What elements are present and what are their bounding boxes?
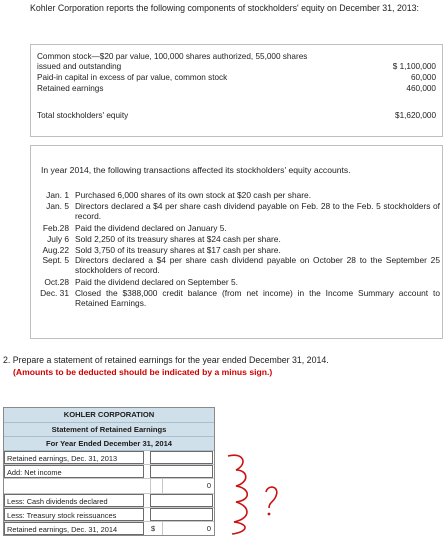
equity-value: 60,000 — [410, 73, 436, 82]
row-label-input[interactable] — [4, 494, 144, 507]
transaction-desc: Sold 3,750 of its treasury shares at $17 cash per share. — [75, 245, 281, 255]
scribble-mark — [266, 487, 277, 508]
statement-row — [4, 465, 214, 479]
transaction-desc: Paid the dividend declared on September 5. — [75, 277, 238, 287]
amount-input[interactable] — [150, 494, 213, 507]
statement-period: For Year Ended December 31, 2014 — [4, 437, 214, 451]
equity-label: Common stock—$20 par value, 100,000 shares authorized, 55,000 shares — [37, 52, 308, 61]
annotation-text: ? — [222, 448, 223, 449]
transaction-desc: Purchased 6,000 shares of its own stock at $20 cash per share. — [75, 190, 312, 200]
handwritten-annotation — [222, 448, 282, 538]
question-note: (Amounts to be deducted should be indicated by a minus sign.) — [13, 367, 273, 377]
transaction-desc: Directors declared a $4 per share cash dividend payable on Feb. 28 to the Feb. 5 stockholders of record. — [75, 201, 440, 222]
equity-label: issued and outstanding — [37, 62, 122, 71]
row-label: Retained earnings, Dec. 31, 2013 — [7, 454, 118, 463]
equity-label: Paid-in capital in excess of par value, common stock — [37, 73, 228, 82]
subtotal-value: 0 — [162, 479, 212, 493]
scribble-mark — [228, 455, 247, 534]
row-label-input[interactable] — [4, 508, 144, 521]
statement-row — [4, 451, 214, 465]
transactions-box — [30, 145, 443, 339]
equity-value: $1,620,000 — [395, 111, 436, 120]
row-label-input[interactable] — [4, 522, 144, 535]
statement-row — [4, 479, 214, 494]
amount-input[interactable] — [150, 465, 213, 478]
transaction-date: Jan. 1 — [46, 190, 69, 200]
transaction-date: Oct.28 — [44, 277, 69, 287]
transaction-date: Aug.22 — [42, 245, 69, 255]
transaction-date: Feb.28 — [42, 223, 69, 233]
row-label: Less: Treasury stock reissuances — [7, 511, 117, 520]
statement-title: Statement of Retained Earnings — [4, 423, 214, 437]
row-label: Less: Cash dividends declared — [7, 497, 108, 506]
equity-components-box — [30, 44, 443, 137]
transaction-date: July 6 — [47, 234, 69, 244]
row-label: Add: Net income — [7, 468, 62, 477]
transaction-date: Sept. 5 — [42, 255, 69, 265]
row-label-input[interactable] — [4, 465, 144, 478]
currency-symbol: $ — [151, 524, 156, 533]
transaction-desc: Sold 2,250 of its treasury shares at $24 cash per share. — [75, 234, 281, 244]
equity-label: Retained earnings — [37, 84, 104, 93]
question-text: 2. Prepare a statement of retained earnings for the year ended December 31, 2014. — [3, 355, 329, 365]
problem-intro: Kohler Corporation reports the following components of stockholders' equity on December 31, 2013: — [30, 3, 419, 13]
ending-value: 0 — [162, 522, 212, 535]
scribble-mark — [268, 513, 271, 516]
transactions-intro: In year 2014, the following transactions affected its stockholders' equity accounts. — [41, 165, 351, 175]
statement-row — [4, 494, 214, 508]
equity-value: $ 1,100,000 — [392, 62, 436, 71]
row-label-input[interactable] — [4, 451, 144, 464]
empty-cell — [4, 479, 151, 493]
statement-row — [4, 508, 214, 522]
equity-label: Total stockholders' equity — [37, 111, 129, 120]
row-label: Retained earnings, Dec. 31, 2014 — [7, 525, 118, 534]
equity-value: 460,000 — [406, 84, 436, 93]
transaction-date: Dec. 31 — [40, 288, 69, 298]
amount-input[interactable] — [150, 451, 213, 464]
transaction-desc: Paid the dividend declared on January 5. — [75, 223, 227, 233]
transaction-desc: Directors declared a $4 per share cash dividend payable on October 28 to the September 25 stockholders of record. — [75, 255, 440, 276]
retained-earnings-statement — [3, 407, 215, 536]
statement-row — [4, 522, 214, 535]
transaction-desc: Closed the $388,000 credit balance (from net income) in the Income Summary account to Retained Earnings. — [75, 288, 440, 309]
transaction-date: Jan. 5 — [46, 201, 69, 211]
statement-company: KOHLER CORPORATION — [4, 408, 214, 423]
amount-input[interactable] — [150, 508, 213, 521]
